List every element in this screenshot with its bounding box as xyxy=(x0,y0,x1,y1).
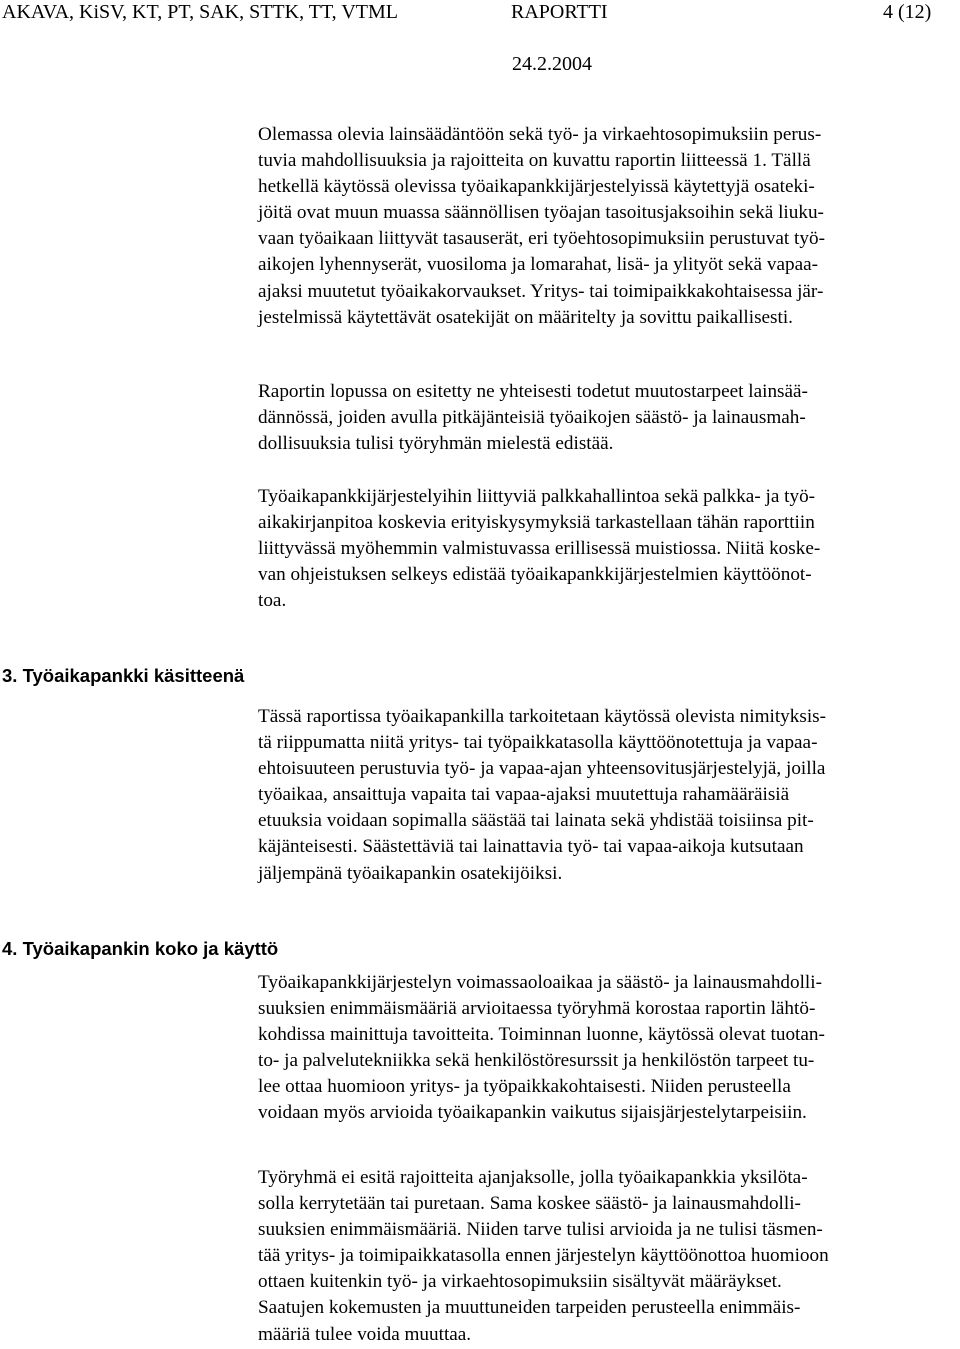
paragraph-legal-framework: Olemassa olevia lainsäädäntöön sekä työ- ja virkaehtosopimuksiin perus- tuvia mahdollisuuksia ja rajoitteita on kuvattu raportin liitteessä 1. Tällä hetkellä käytössä olevissa työaikapankkijärjestelyissä käytettyjä osateki- jöitä ovat muun muassa säännöllisen työajan tasoitusjaksoihin sekä liuku- vaan työaikaan liittyvät tasauserät, eri työehtosopimuksiin perustuvat työ- aikojen lyhennyserät, vuosiloma ja lomarahat, lisä- ja ylityöt sekä vapaa- ajaksi muutetut työaikakorvaukset. Yritys- tai toimipaikkakohtaisessa jär- jestelmissä käytettävät osatekijät on määritelty ja sovittu paikallisesti. xyxy=(258,124,825,328)
header-organizations: AKAVA, KiSV, KT, PT, SAK, STTK, TT, VTML xyxy=(2,1,398,23)
paragraph-time-limits: Työryhmä ei esitä rajoitteita ajanjaksolle, jolla työaikapankkia yksilöta- solla kerrytetään tai puretaan. Sama koskee säästö- ja lainausmahdolli- suuksien enimmäismääriä. Niiden tarve tulisi arvioida ja ne tulisi täsmen- tää yritys- ja toimipaikkatasolla ennen järjestelyn käyttöönottoa huomioon ottaen kuitenkin työ- ja virkaehtosopimuksiin sisältyvät määräykset. Saatujen kokemusten ja muuttuneiden tarpeiden perusteella enimmäis- määriä tulee voida muuttaa. xyxy=(258,1167,829,1345)
header-page-number: 4 (12) xyxy=(883,1,932,23)
paragraph-payroll-memo: Työaikapankkijärjestelyihin liittyviä palkkahallintoa sekä palkka- ja työ- aikakirjanpitoa koskevia erityiskysymyksiä tarkastellaan tähän raporttiin liittyvässä myöhemmin valmistuvassa erillisessä muistiossa. Niitä koske- van ohjeistuksen selkeys edistää työaikapankkijärjestelmien käyttöönot- toa. xyxy=(258,486,821,612)
paragraph-validity-period: Työaikapankkijärjestelyn voimassaoloaikaa ja säästö- ja lainausmahdolli- suuksien enimmäismääriä arvioitaessa työryhmä korostaa raportin lähtö- kohdissa mainittuja tavoitteita. Toiminnan luonne, käytössä olevat tuotan- to- ja palvelutekniikka sekä henkilöstöresurssit ja henkilöstön tarpeet tu- lee ottaa huomioon yritys- ja työpaikkakohtaisesti. Niiden perusteella voidaan myös arvioida työaikapankin vaikutus sijaisjärjestelytarpeisiin. xyxy=(258,972,825,1124)
section-heading-4: 4. Työaikapankin koko ja käyttö xyxy=(2,938,279,960)
paragraph-definition: Tässä raportissa työaikapankilla tarkoitetaan käytössä olevista nimityksis- tä riippumatta niitä yritys- tai työpaikkatasolla käyttöönotettuja ja vapaa- ehtoisuuteen perustuvia työ- ja vapaa-ajan yhteensovitusjärjestelyjä, joilla työaikaa, ansaittuja vapaita tai vapaa-ajaksi muutettuja rahamääräisiä etuuksia voidaan sopimalla säästää tai lainata sekä yhdistää toisiinsa pit- käjänteisesti. Säästettäviä tai lainattavia työ- tai vapaa-aikoja kutsutaan jäljempänä työaikapankin osatekijöiksi. xyxy=(258,706,827,884)
paragraph-legislative-changes: Raportin lopussa on esitetty ne yhteisesti todetut muutostarpeet lainsää- dännössä, joiden avulla pitkäjänteisiä työaikojen säästö- ja lainausmah- dollisuuksia tulisi työryhmän mielestä edistää. xyxy=(258,381,808,455)
header-date: 24.2.2004 xyxy=(512,53,592,75)
header-document-type: RAPORTTI xyxy=(511,1,608,23)
section-heading-3: 3. Työaikapankki käsitteenä xyxy=(2,665,245,687)
